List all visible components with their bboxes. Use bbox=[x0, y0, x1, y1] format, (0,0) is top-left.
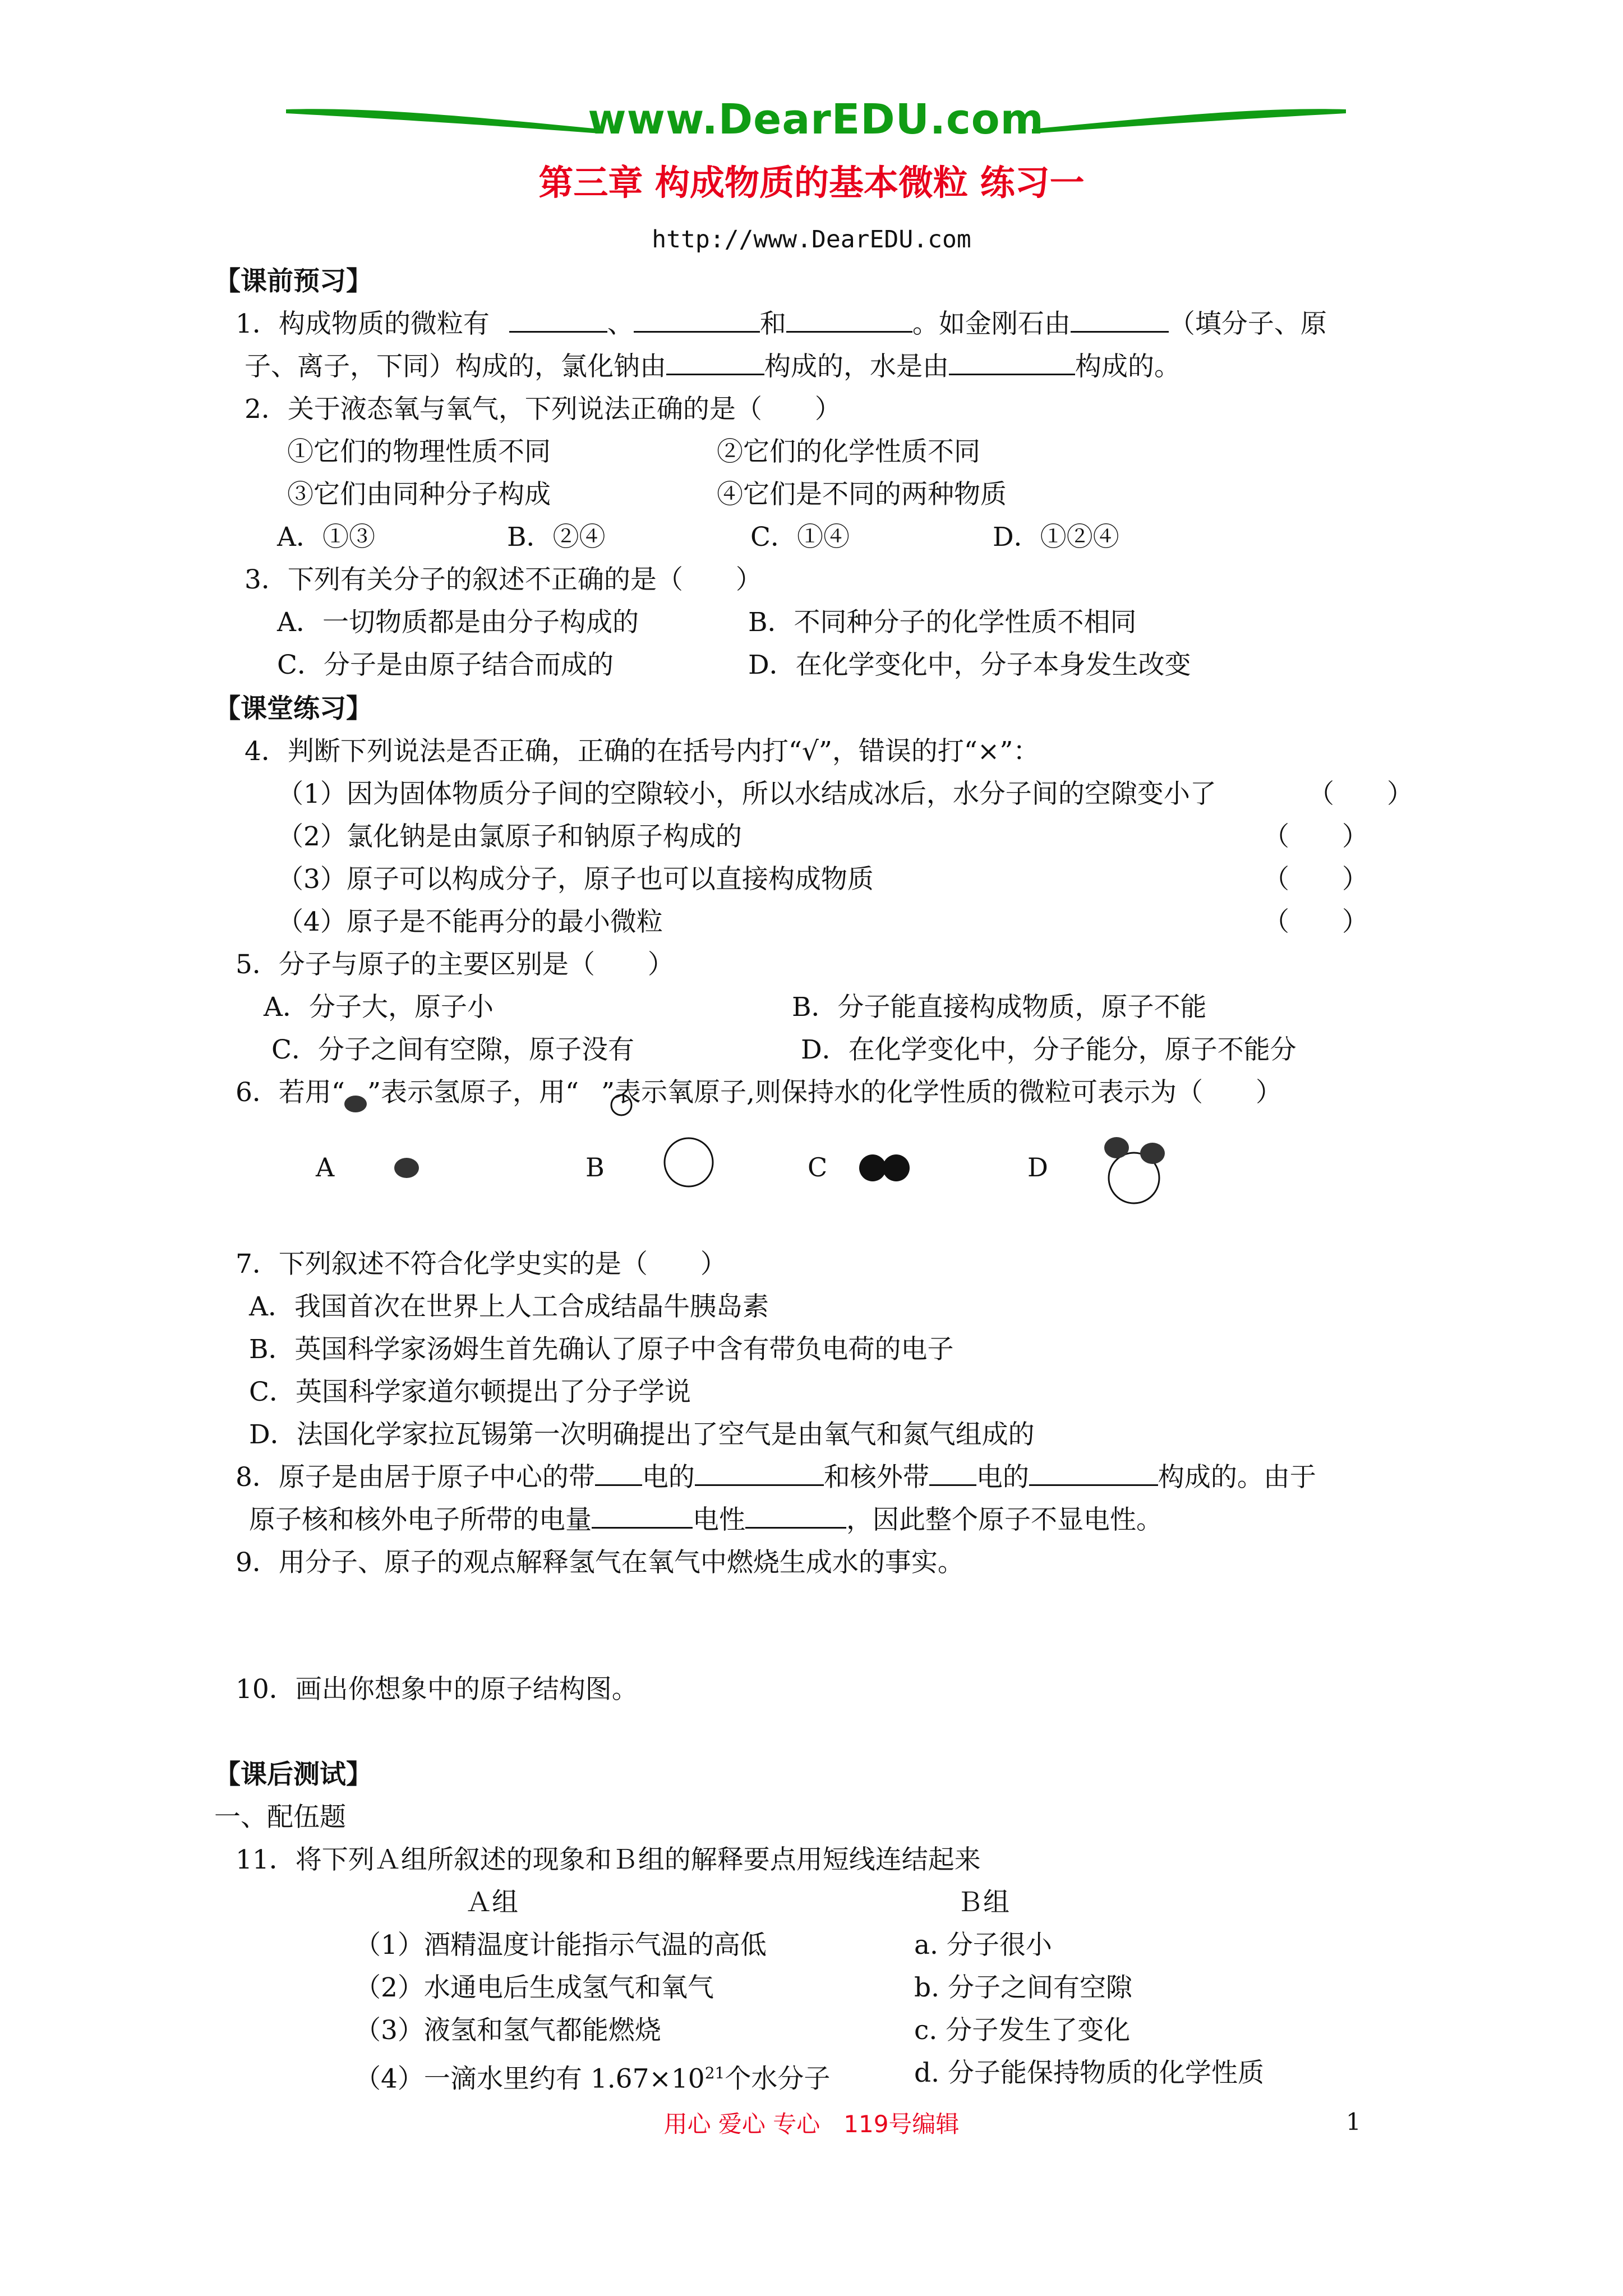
q1-blank-2[interactable] bbox=[634, 307, 760, 333]
q6-option-d-molecule-icon[interactable] bbox=[1098, 1129, 1171, 1207]
q1-line2-a: 子、离子，下同）构成的，氯化钠由 bbox=[245, 351, 666, 382]
q1-text-c: （填分子、原 bbox=[1168, 309, 1327, 339]
q11-a4-post: 个水分子 bbox=[725, 2063, 831, 2095]
q2-option-a[interactable]: A．①③ bbox=[277, 522, 375, 553]
q3-option-a[interactable]: A．一切物质都是由分子构成的 bbox=[277, 607, 639, 638]
q1-sep-2: 和 bbox=[759, 309, 786, 339]
q8-text-d: 电的 bbox=[976, 1462, 1029, 1493]
q11-group-b-heading: Ｂ组 bbox=[957, 1887, 1009, 1918]
q1-text-b: 。如金刚石由 bbox=[912, 309, 1071, 339]
q6-option-a-molecule-icon[interactable] bbox=[393, 1156, 421, 1180]
q8-text-e: 构成的。由于 bbox=[1158, 1462, 1316, 1493]
q6-text-a: 6．若用“ bbox=[236, 1077, 345, 1108]
q4-item-1: （1）因为固体物质分子间的空隙较小，所以水结成冰后，水分子间的空隙变小了 bbox=[277, 779, 1216, 809]
logo-text: www.DearEDU.com bbox=[588, 95, 1044, 144]
oxygen-atom-symbol-icon bbox=[609, 1094, 634, 1116]
q11-b-item-c[interactable]: c. 分子发生了变化 bbox=[914, 2015, 1131, 2046]
q5-option-d[interactable]: D．在化学变化中，分子能分，原子不能分 bbox=[801, 1034, 1297, 1065]
question-4-stem: 4．判断下列说法是否正确，正确的在括号内打“√”，错误的打“×”： bbox=[245, 736, 1040, 767]
source-url: http://www.DearEDU.com bbox=[652, 226, 971, 254]
q1-line2-c: 构成的。 bbox=[1075, 351, 1181, 382]
question-1-line-2 bbox=[245, 350, 1181, 384]
q2-option-b[interactable]: B．②④ bbox=[507, 522, 606, 553]
q2-option-d[interactable]: D．①②④ bbox=[993, 522, 1119, 553]
question-7-stem: 7．下列叙述不符合化学史实的是（ ） bbox=[236, 1249, 727, 1280]
q11-b-item-d[interactable]: d. 分子能保持物质的化学性质 bbox=[914, 2058, 1264, 2088]
q1-text-a: 1．构成物质的微粒有 bbox=[236, 309, 490, 339]
q4-item-3: （3）原子可以构成分子，原子也可以直接构成物质 bbox=[277, 864, 874, 895]
q4-answer-paren-1[interactable]: （ ） bbox=[1308, 779, 1413, 809]
q7-option-b[interactable]: B．英国科学家汤姆生首先确认了原子中含有带负电荷的电子 bbox=[249, 1334, 954, 1365]
q8-line2-a: 原子核和核外电子所带的电量 bbox=[249, 1504, 592, 1535]
q8-blank-5[interactable] bbox=[592, 1503, 693, 1529]
q7-option-c[interactable]: C．英国科学家道尔顿提出了分子学说 bbox=[249, 1377, 691, 1407]
q2-statement-2: ②它们的化学性质不同 bbox=[717, 436, 980, 467]
q11-a-item-2[interactable]: （2）水通电后生成氢气和氧气 bbox=[354, 1972, 714, 2003]
q8-blank-2[interactable] bbox=[695, 1461, 824, 1486]
q4-item-2: （2）氯化钠是由氯原子和钠原子构成的 bbox=[277, 821, 742, 852]
q6-option-label-d[interactable]: D bbox=[1027, 1152, 1048, 1182]
question-10: 10．画出你想象中的原子结构图。 bbox=[236, 1674, 638, 1705]
q6-option-label-b[interactable]: B bbox=[585, 1152, 605, 1182]
question-5-stem: 5．分子与原子的主要区别是（ ） bbox=[236, 949, 674, 980]
q5-option-b[interactable]: B．分子能直接构成物质，原子不能 bbox=[792, 992, 1207, 1023]
part-heading-matching: 一、配伍题 bbox=[214, 1802, 346, 1833]
q1-blank-4[interactable] bbox=[1071, 307, 1169, 333]
q6-option-c-molecule-icon[interactable] bbox=[858, 1153, 912, 1182]
question-11-stem: 11．将下列Ａ组所叙述的现象和Ｂ组的解释要点用短线连结起来 bbox=[236, 1844, 981, 1875]
q1-sep-1: 、 bbox=[607, 309, 634, 339]
q1-line2-b: 构成的，水是由 bbox=[764, 351, 949, 382]
q4-answer-paren-3[interactable]: （ ） bbox=[1263, 864, 1368, 895]
q1-blank-3[interactable] bbox=[786, 307, 912, 333]
q7-option-d[interactable]: D．法国化学家拉瓦锡第一次明确提出了空气是由氧气和氮气组成的 bbox=[249, 1419, 1035, 1450]
q8-blank-3[interactable] bbox=[929, 1461, 976, 1486]
q2-statement-4: ④它们是不同的两种物质 bbox=[717, 479, 1007, 510]
q8-text-c: 和核外带 bbox=[823, 1462, 929, 1493]
q2-option-c[interactable]: C．①④ bbox=[750, 522, 850, 553]
section-heading-preview: 【课前预习】 bbox=[214, 266, 372, 297]
q4-answer-paren-4[interactable]: （ ） bbox=[1263, 907, 1368, 937]
q3-option-d[interactable]: D．在化学变化中，分子本身发生改变 bbox=[748, 650, 1191, 680]
q4-answer-paren-2[interactable]: （ ） bbox=[1263, 821, 1368, 852]
q11-b-item-b[interactable]: b. 分子之间有空隙 bbox=[914, 1972, 1132, 2003]
question-1-line-1 bbox=[236, 307, 1327, 341]
q2-statement-3: ③它们由同种分子构成 bbox=[287, 479, 551, 510]
q8-blank-6[interactable] bbox=[745, 1503, 846, 1529]
q6-option-b-molecule-icon[interactable] bbox=[662, 1135, 716, 1189]
question-3-stem: 3．下列有关分子的叙述不正确的是（ ） bbox=[245, 564, 762, 595]
hydrogen-atom-symbol-icon bbox=[343, 1094, 368, 1114]
q11-a-item-1[interactable]: （1）酒精温度计能指示气温的高低 bbox=[354, 1930, 767, 1961]
section-heading-aftertest: 【课后测试】 bbox=[214, 1759, 372, 1790]
q11-a-item-3[interactable]: （3）液氢和氢气都能燃烧 bbox=[354, 2015, 661, 2046]
q11-group-a-heading: Ａ组 bbox=[465, 1887, 518, 1918]
q11-a4-exponent: 21 bbox=[704, 2064, 725, 2082]
question-6-stem bbox=[236, 1076, 1282, 1110]
page-number: 1 bbox=[1346, 2108, 1361, 2136]
question-9: 9．用分子、原子的观点解释氢气在氧气中燃烧生成水的事实。 bbox=[236, 1547, 964, 1578]
q7-option-a[interactable]: A．我国首次在世界上人工合成结晶牛胰岛素 bbox=[249, 1291, 769, 1322]
q8-text-a: 8．原子是由居于原子中心的带 bbox=[236, 1462, 595, 1493]
header-logo bbox=[286, 84, 1346, 157]
q11-a-item-4[interactable] bbox=[354, 2056, 830, 2096]
footer-text: 用心 爱心 专心 119号编辑 bbox=[663, 2110, 960, 2138]
q3-option-b[interactable]: B．不同种分子的化学性质不相同 bbox=[748, 607, 1137, 638]
q1-blank-1[interactable] bbox=[509, 307, 607, 333]
question-8-line-1 bbox=[236, 1461, 1316, 1494]
section-heading-classwork: 【课堂练习】 bbox=[214, 693, 372, 724]
q8-blank-4[interactable] bbox=[1029, 1461, 1158, 1486]
q1-blank-5[interactable] bbox=[666, 350, 764, 375]
q6-option-label-a[interactable]: A bbox=[316, 1152, 335, 1182]
q3-option-c[interactable]: C．分子是由原子结合而成的 bbox=[277, 650, 614, 680]
q6-text-b: ”表示氢原子，用“ bbox=[367, 1077, 579, 1108]
question-2-stem: 2．关于液态氧与氧气，下列说法正确的是（ ） bbox=[245, 394, 841, 425]
q2-statement-1: ①它们的物理性质不同 bbox=[287, 436, 551, 467]
page-title: 第三章 构成物质的基本微粒 练习一 bbox=[538, 162, 1085, 203]
q8-line2-b: 电性 bbox=[693, 1504, 745, 1535]
q4-item-4: （4）原子是不能再分的最小微粒 bbox=[277, 907, 663, 937]
q8-text-b: 电的 bbox=[642, 1462, 695, 1493]
q8-blank-1[interactable] bbox=[595, 1461, 642, 1486]
q6-text-c: ”表示氧原子,则保持水的化学性质的微粒可表示为（ ） bbox=[601, 1077, 1282, 1108]
q5-option-a[interactable]: A．分子大，原子小 bbox=[264, 992, 494, 1023]
q11-a4-pre: （4）一滴水里约有 1.67×10 bbox=[354, 2063, 705, 2095]
q11-b-item-a[interactable]: a. 分子很小 bbox=[914, 1930, 1052, 1961]
q8-line2-c: ，因此整个原子不显电性。 bbox=[846, 1504, 1163, 1535]
question-8-line-2 bbox=[249, 1503, 1163, 1537]
q5-option-c[interactable]: C．分子之间有空隙，原子没有 bbox=[271, 1034, 634, 1065]
q6-option-label-c[interactable]: C bbox=[808, 1152, 828, 1182]
q1-blank-6[interactable] bbox=[949, 350, 1075, 375]
